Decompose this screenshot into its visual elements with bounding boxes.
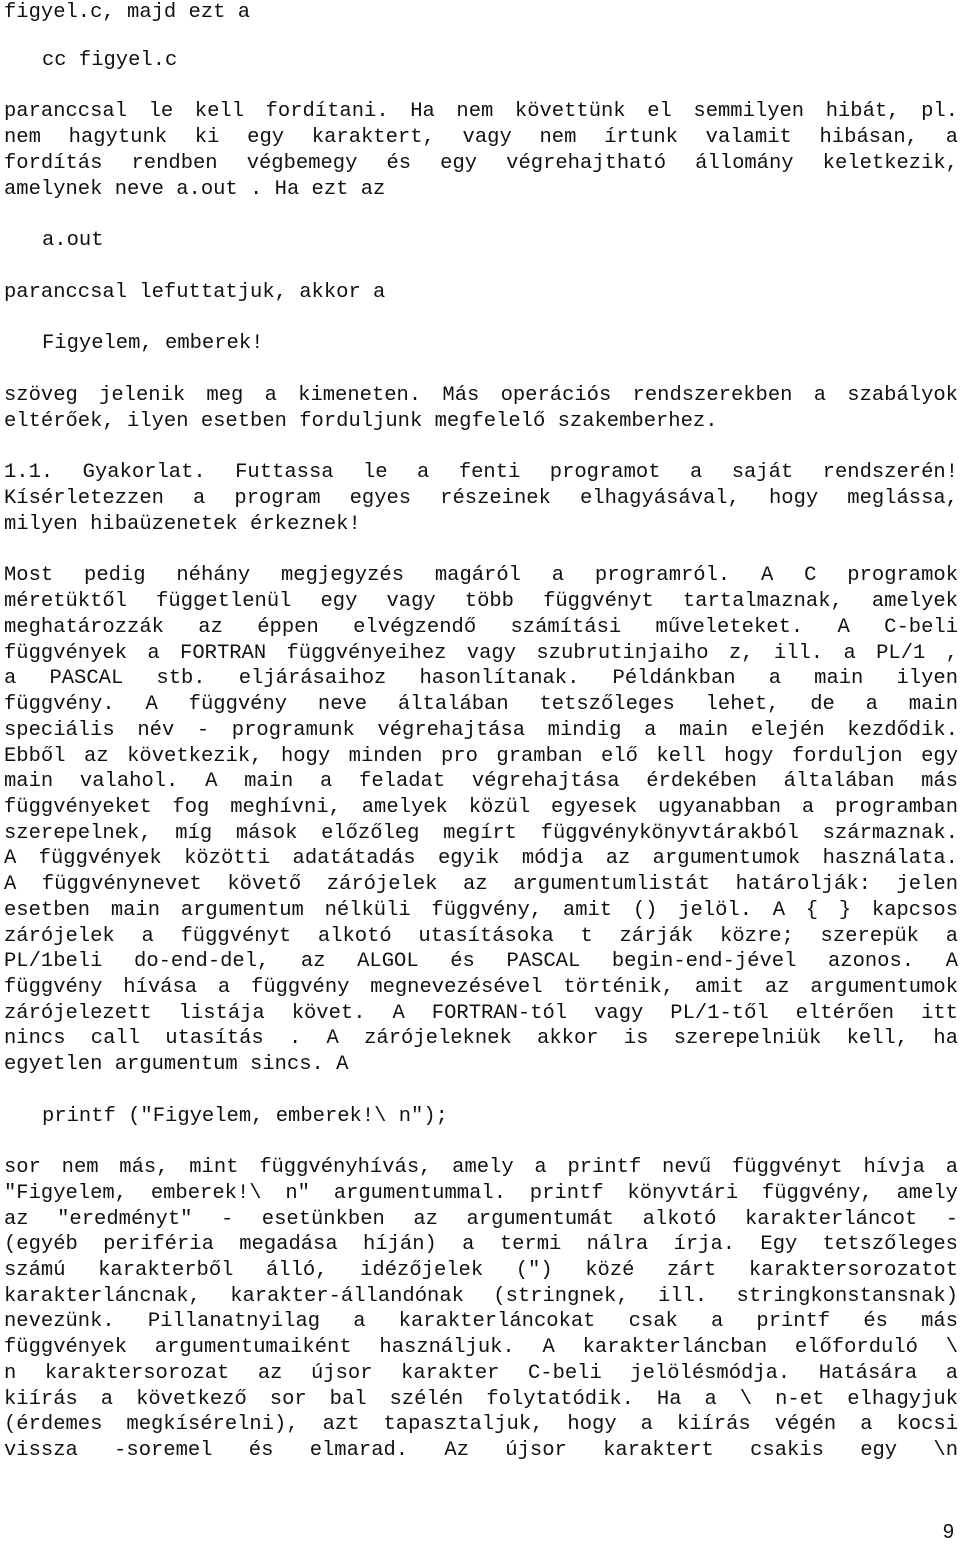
- text-line: PL/1beli do-end-del, az ALGOL és PASCAL begin-end-jével azonos. A: [4, 950, 958, 973]
- text-line: nem hagytunk ki egy karaktert, vagy nem írtunk valamit hibásan, a: [4, 126, 958, 149]
- code-line: cc figyel.c: [42, 49, 178, 72]
- text-line: paranccsal le kell fordítani. Ha nem követtünk el semmilyen hibát, pl.: [4, 100, 958, 123]
- text-line: a PASCAL stb. eljárásaihoz hasonlítanak. Példánkban a main ilyen: [4, 667, 958, 690]
- text-line: 1.1. Gyakorlat. Futtassa le a fenti programot a saját rendszerén!: [4, 461, 958, 484]
- text-line: nevezünk. Pillanatnyilag a karakterláncokat csak a printf és más: [4, 1310, 958, 1333]
- text-line: egyetlen argumentum sincs. A: [4, 1053, 349, 1076]
- text-line: számú karakterből álló, idézőjelek (") közé zárt karaktersorozatot: [4, 1259, 958, 1282]
- text-line: Most pedig néhány megjegyzés magáról a programról. A C programok: [4, 564, 958, 587]
- text-line: speciális név - programunk végrehajtása mindig a main elején kezdődik.: [4, 719, 958, 742]
- text-line: karakterláncnak, karakter-állandónak (stringnek, ill. stringkonstansnak): [4, 1285, 958, 1308]
- text-line: függvényeket fog meghívni, amelyek közül egyesek ugyanabban a programban: [4, 796, 958, 819]
- text-line: függvény. A függvény neve általában tetszőleges lehet, de a main: [4, 693, 958, 716]
- text-line: sor nem más, mint függvényhívás, amely a printf nevű függvényt hívja a: [4, 1156, 958, 1179]
- text-line: vissza -soremel és elmarad. Az újsor karaktert csakis egy \n: [4, 1439, 958, 1462]
- text-line: milyen hibaüzenetek érkeznek!: [4, 513, 361, 536]
- text-line: (érdemes megkísérelni), azt tapasztaljuk, hogy a kiírás végén a kocsi: [4, 1413, 958, 1436]
- text-line: amelynek neve a.out . Ha ezt az: [4, 178, 386, 201]
- text-line: méretüktől függetlenül egy vagy több függvényt tartalmaznak, amelyek: [4, 590, 958, 613]
- text-line: Ebből az következik, hogy minden pro gramban elő kell hogy forduljon egy: [4, 745, 958, 768]
- text-line: (egyéb periféria megadása híján) a termi nálra írja. Egy tetszőleges: [4, 1233, 958, 1256]
- text-line: A függvénynevet követő zárójelek az argumentumlistát határolják: jelen: [4, 873, 958, 896]
- text-line: kiírás a következő sor bal szélén folytatódik. Ha a \ n-et elhagyjuk: [4, 1388, 958, 1411]
- text-line: Kísérletezzen a program egyes részeinek elhagyásával, hogy meglássa,: [4, 487, 958, 510]
- text-line: n karaktersorozat az újsor karakter C-beli jelölésmódja. Hatására a: [4, 1362, 958, 1385]
- text-line: szöveg jelenik meg a kimeneten. Más operációs rendszerekben a szabályok: [4, 384, 958, 407]
- text-line: "Figyelem, emberek!\ n" argumentummal. printf könyvtári függvény, amely: [4, 1182, 958, 1205]
- text-line: szerepelnek, míg mások előzőleg megírt függvénykönyvtárakból származnak.: [4, 822, 958, 845]
- text-line: függvény hívása a függvény megnevezésével történik, amit az argumentumok: [4, 976, 958, 999]
- text-line: az "eredményt" - esetünkben az argumentumát alkotó karakterláncot -: [4, 1208, 958, 1231]
- text-line: figyel.c, majd ezt a: [4, 1, 251, 24]
- text-line: meghatározzák az éppen elvégzendő számítási műveleteket. A C-beli: [4, 616, 958, 639]
- page-number: 9: [942, 1521, 954, 1543]
- text-line: nincs call utasítás . A zárójeleknek akkor is szerepelniük kell, ha: [4, 1027, 958, 1050]
- text-line: esetben main argumentum nélküli függvény, amit () jelöl. A { } kapcsos: [4, 899, 958, 922]
- text-line: fordítás rendben végbemegy és egy végrehajtható állomány keletkezik,: [4, 152, 958, 175]
- code-line: a.out: [42, 229, 104, 252]
- text-line: függvények argumentumaiként használjuk. A karakterláncban előforduló \: [4, 1336, 958, 1359]
- code-line: Figyelem, emberek!: [42, 332, 264, 355]
- code-line: printf ("Figyelem, emberek!\ n");: [42, 1105, 448, 1128]
- text-line: main valahol. A main a feladat végrehajtása érdekében általában más: [4, 770, 958, 793]
- text-line: függvények a FORTRAN függvényeihez vagy szubrutinjaiho z, ill. a PL/1 ,: [4, 642, 958, 665]
- text-line: paranccsal lefuttatjuk, akkor a: [4, 281, 386, 304]
- text-line: A függvények közötti adatátadás egyik módja az argumentumok használata.: [4, 847, 958, 870]
- text-line: eltérőek, ilyen esetben forduljunk megfelelő szakemberhez.: [4, 410, 718, 433]
- text-line: zárójelek a függvényt alkotó utasításoka t zárják közre; szerepük a: [4, 925, 958, 948]
- text-line: zárójelezett listája követ. A FORTRAN-tól vagy PL/1-től eltérően itt: [4, 1002, 958, 1025]
